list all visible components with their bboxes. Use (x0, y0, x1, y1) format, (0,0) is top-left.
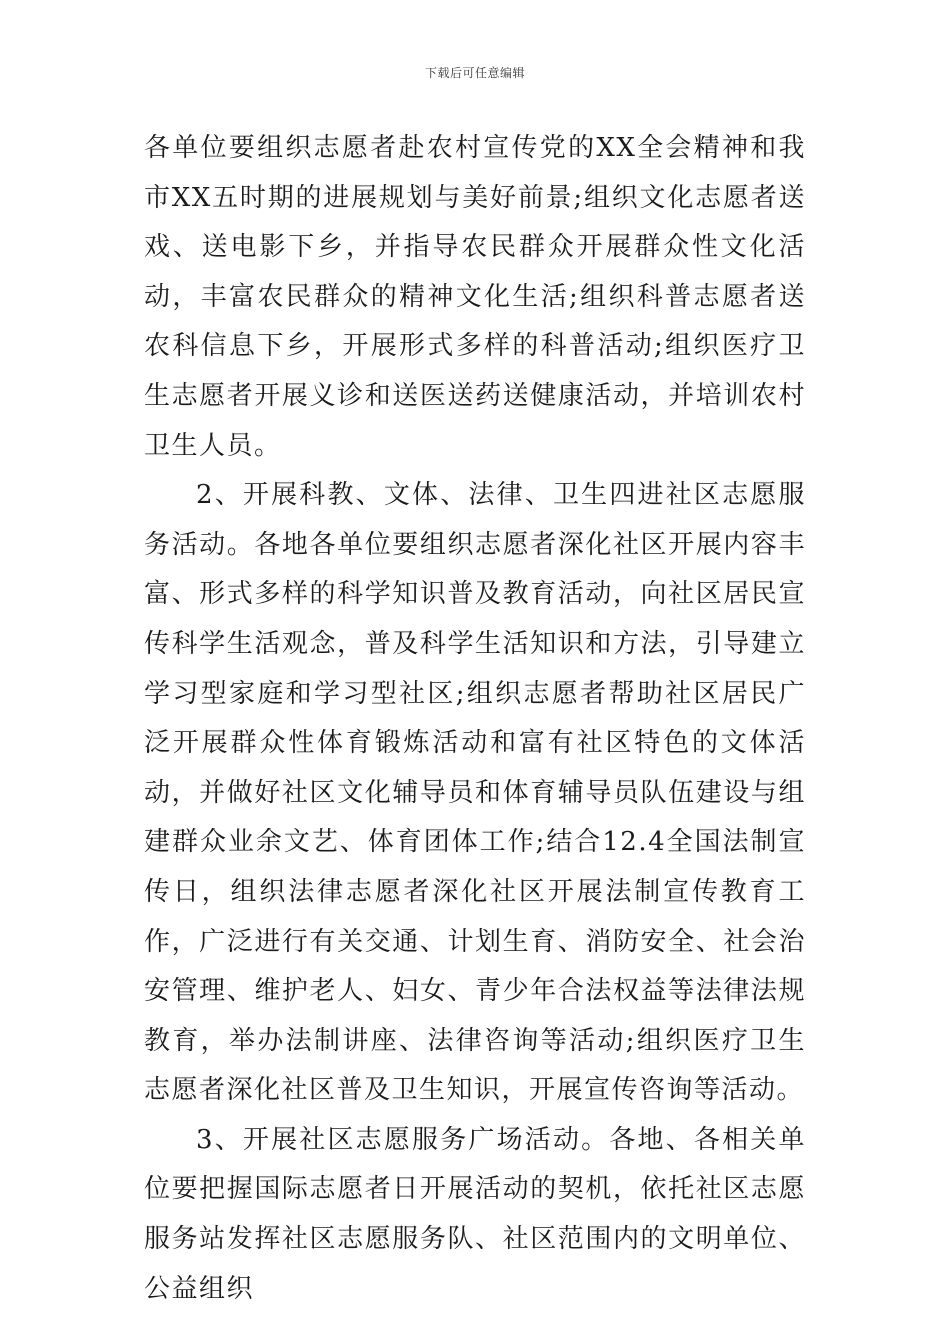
page-header-note: 下载后可任意编辑 (424, 66, 525, 80)
document-body (144, 124, 806, 1314)
paragraph-rural-volunteer-activities: 各单位要组织志愿者赴农村宣传党的XX全会精神和我市XX五时期的进展规划与美好前景;组织文化志愿者送戏、送电影下乡，并指导农民群众开展群众性文化活动，丰富农民群众的精神文化生活;组织科普志愿者送农科信息下乡，开展形式多样的科普活动;组织医疗卫生志愿者开展义诊和送医送药送健康活动，并培训农村卫生人员。 (144, 133, 806, 461)
paragraph-community-square-activities: 3、开展社区志愿服务广场活动。各地、各相关单位要把握国际志愿者日开展活动的契机，依托社区志愿服务站发挥社区志愿服务队、社区范围内的文明单位、公益组织 (144, 1124, 806, 1304)
paragraph-community-four-services: 2、开展科教、文体、法律、卫生四进社区志愿服务活动。各地各单位要组织志愿者深化社区开展内容丰富、形式多样的科学知识普及教育活动，向社区居民宣传科学生活观念，普及科学生活知识和方法，引导建立学习型家庭和学习型社区;组织志愿者帮助社区居民广泛开展群众性体育锻炼活动和富有社区特色的文体活动，并做好社区文化辅导员和体育辅导员队伍建设与组建群众业余文艺、体育团体工作;结合12.4全国法制宣传日，组织法律志愿者深化社区开展法制宣传教育工作，广泛进行有关交通、计划生育、消防安全、社会治安管理、维护老人、妇女、青少年合法权益等法律法规教育，举办法制讲座、法律咨询等活动;组织医疗卫生志愿者深化社区普及卫生知识，开展宣传咨询等活动。 (144, 480, 806, 1106)
